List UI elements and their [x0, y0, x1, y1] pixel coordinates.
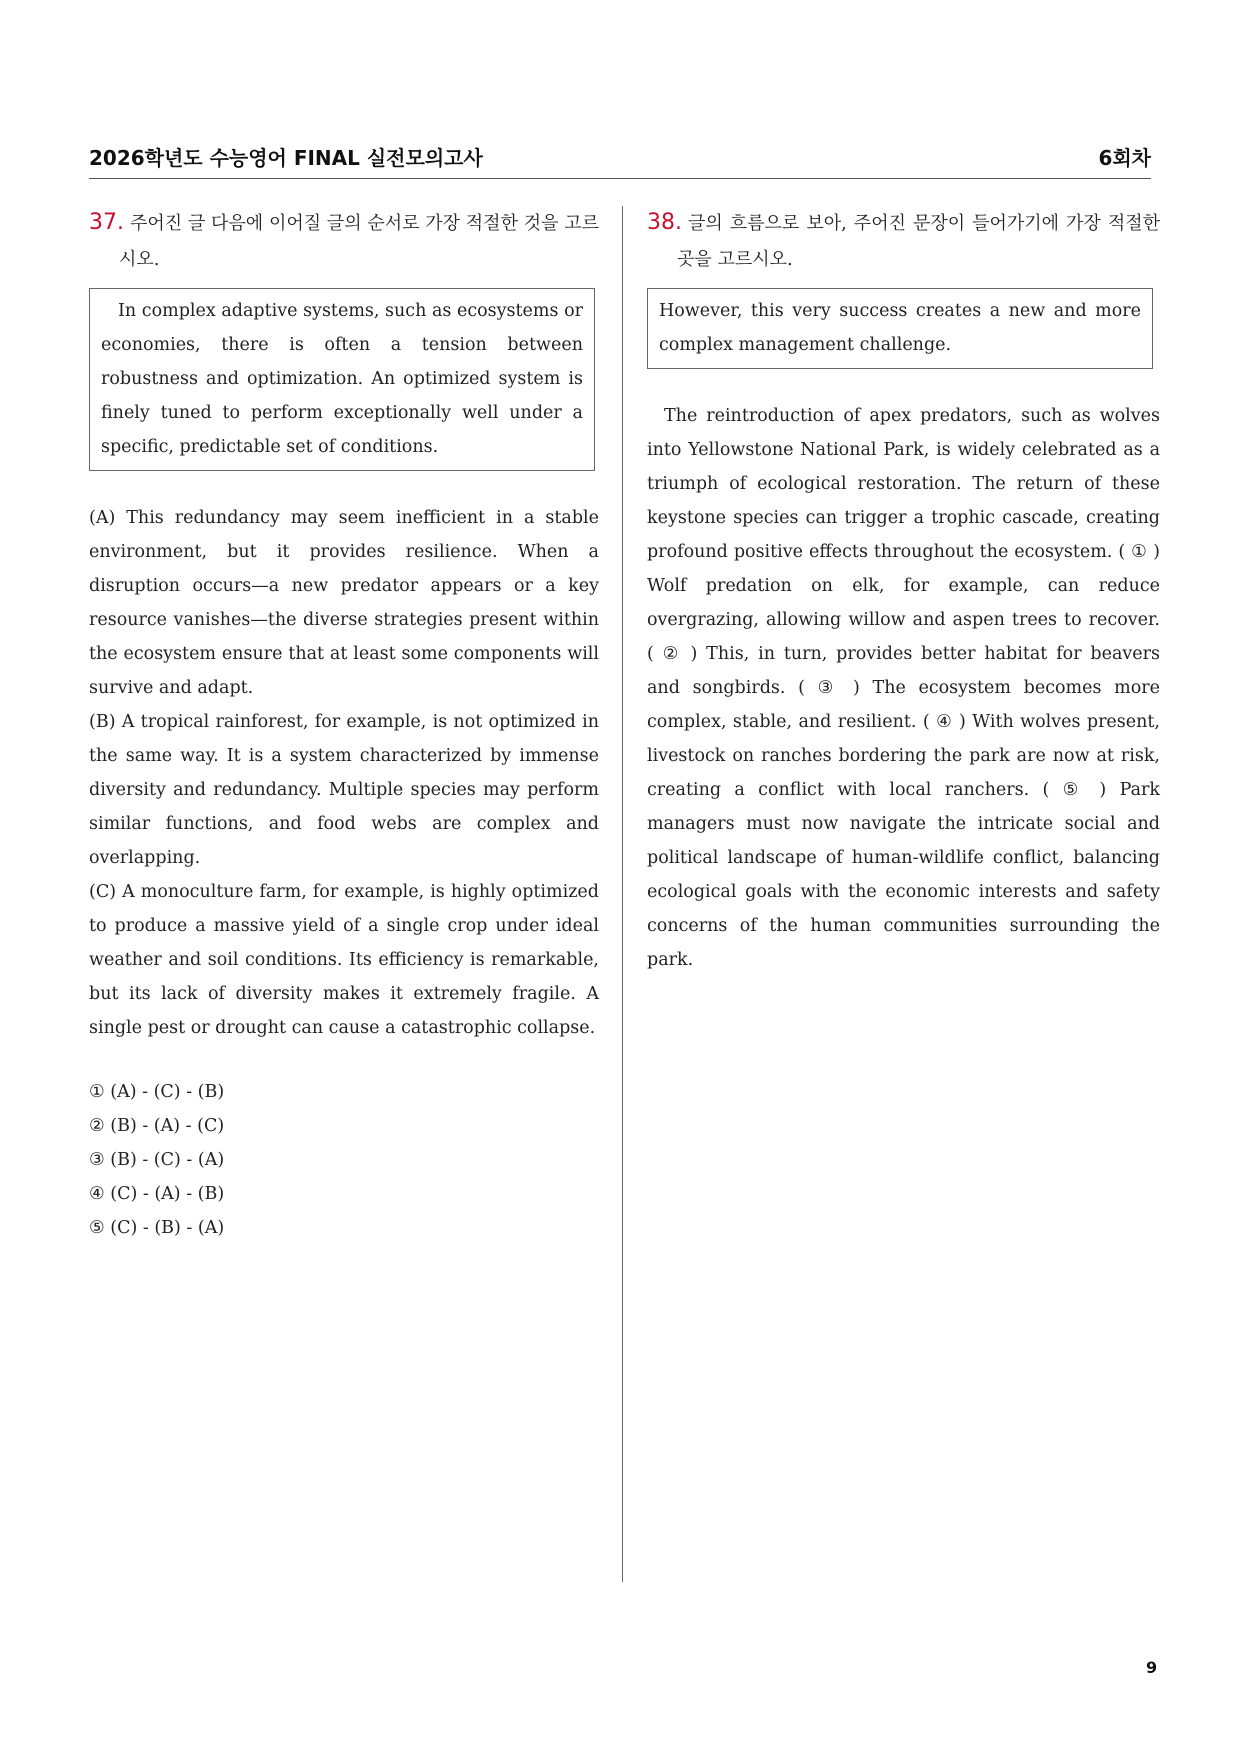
choice-4[interactable]: ④ (C) - (A) - (B) [89, 1184, 225, 1204]
header-title: 2026학년도 수능영어 FINAL 실전모의고사 [89, 146, 483, 170]
paragraph-a: (A) This redundancy may seem inefficient in a stable environment, but it provides resilience. When a disruption occurs—a new predator appears or a key resource vanishes—the diverse strategies present within the ecosystem ensure that at least some components will survive and adapt. [89, 508, 599, 698]
choice-1[interactable]: ① (A) - (C) - (B) [89, 1082, 225, 1102]
paragraph-c: (C) A monoculture farm, for example, is highly optimized to produce a massive yield of a single crop under ideal weather and soil conditions. Its efficiency is remarkable, but its lack of diversity makes it extremely fragile. A single pest or drought can cause a catastrophic collapse. [89, 882, 599, 1038]
question-37-given-text: In complex adaptive systems, such as ecosystems or economies, there is often a tension between robustness and optimization. An optimized system is finely tuned to perform exceptionally well under a specific, predictable set of conditions. [101, 301, 583, 457]
question-38-passage: The reintroduction of apex predators, such as wolves into Yellowstone National Park, is widely celebrated as a triumph of ecological restoration. The return of these keystone species can trigger a trophic cascade, creating profound positive effects throughout the ecosystem. ( ① ) Wolf predation on elk, for example, can reduce overgrazing, allowing willow and aspen trees to recover. ( ② ) This, in turn, provides better habitat for beavers and songbirds. ( ③ ) The ecosystem becomes more complex, stable, and resilient. ( ④ ) With wolves present, livestock on ranches bordering the park are now at risk, creating a conflict with local ranchers. ( ⑤ ) Park managers must now navigate the intricate social and political landscape of human-wildlife conflict, balancing ecological goals with the economic interests and safety concerns of the human communities surrounding the park. [647, 406, 1160, 970]
header-divider [89, 178, 1151, 179]
question-38-number: 38. [647, 210, 682, 235]
question-37-number: 37. [89, 210, 124, 235]
paragraph-b: (B) A tropical rainforest, for example, is not optimized in the same way. It is a system characterized by immense diversity and redundancy. Multiple species may perform similar functions, and food webs are complex and overlapping. [89, 712, 599, 868]
column-divider [622, 206, 623, 1582]
choice-3[interactable]: ③ (B) - (C) - (A) [89, 1150, 225, 1170]
question-37-paragraphs [89, 501, 599, 1045]
question-38 [647, 205, 1160, 977]
header-round: 6회차 [1098, 146, 1151, 170]
question-37 [89, 205, 599, 1245]
question-38-instruction [647, 205, 1160, 278]
question-37-given-box [89, 288, 595, 471]
question-37-choices [89, 1075, 599, 1245]
choice-5[interactable]: ⑤ (C) - (B) - (A) [89, 1218, 225, 1238]
question-38-given-box [647, 288, 1153, 369]
question-38-instruction-text: 글의 흐름으로 보아, 주어진 문장이 들어가기에 가장 적절한 곳을 고르시오. [677, 213, 1160, 270]
choice-2[interactable]: ② (B) - (A) - (C) [89, 1116, 225, 1136]
page-number: 9 [1146, 1658, 1158, 1677]
question-37-instruction [89, 205, 599, 278]
question-38-given-text: However, this very success creates a new and more complex management challenge. [659, 301, 1141, 355]
question-37-instruction-text: 주어진 글 다음에 이어질 글의 순서로 가장 적절한 것을 고르시오. [119, 213, 599, 270]
